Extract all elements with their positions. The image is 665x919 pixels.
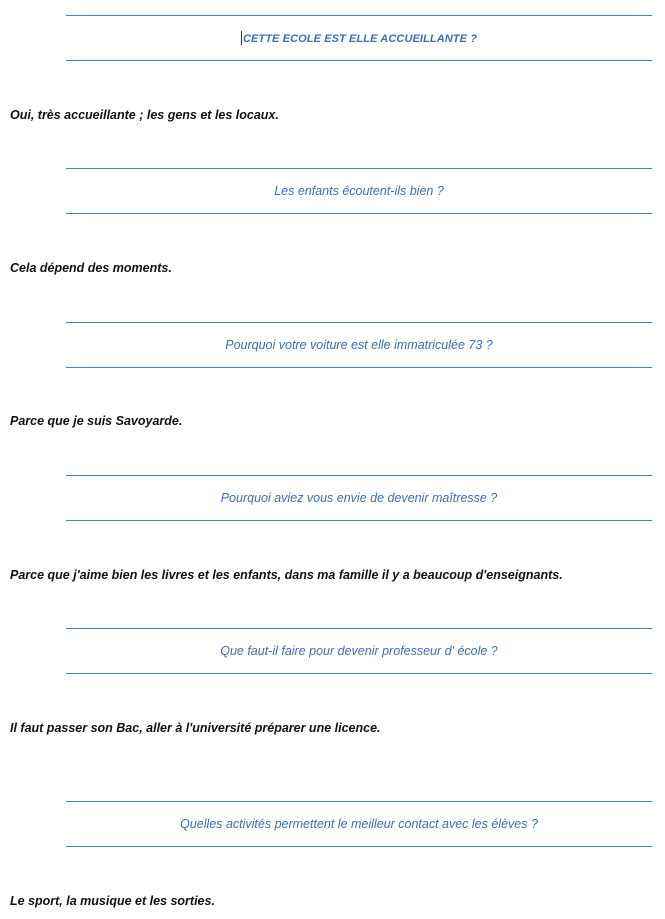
question-text (241, 31, 477, 45)
answer-6-text: Le sport, la musique et les sorties. (10, 894, 215, 908)
text-cursor (241, 31, 242, 45)
question-box (66, 168, 652, 214)
question-6-text: Quelles activités permettent le meilleur contact avec les élèves ? (180, 817, 538, 831)
question-box (66, 15, 652, 61)
answer-3-text: Parce que je suis Savoyarde. (10, 414, 183, 428)
question-4-text: Pourquoi aviez vous envie de devenir maîtresse ? (220, 491, 498, 505)
question-1-text: CETTE ECOLE EST ELLE ACCUEILLANTE ? (242, 33, 478, 45)
question-box (66, 322, 652, 368)
question-box (66, 801, 652, 847)
question-3-text: Pourquoi votre voiture est elle immatriculée 73 ? (225, 338, 493, 352)
question-2-text: Les enfants écoutent-ils bien ? (274, 184, 444, 198)
question-box (66, 475, 652, 521)
question-5-text: Que faut-il faire pour devenir professeur d' école ? (220, 644, 498, 658)
answer-4-text: Parce que j'aime bien les livres et les enfants, dans ma famille il y a beaucoup d'enseignants. (10, 568, 563, 582)
answer-2-text: Cela dépend des moments. (10, 261, 172, 275)
question-box (66, 628, 652, 674)
answer-5-text: Il faut passer son Bac, aller à l'université préparer une licence. (10, 721, 381, 735)
answer-1-text: Oui, très accueillante ; les gens et les locaux. (10, 108, 279, 122)
